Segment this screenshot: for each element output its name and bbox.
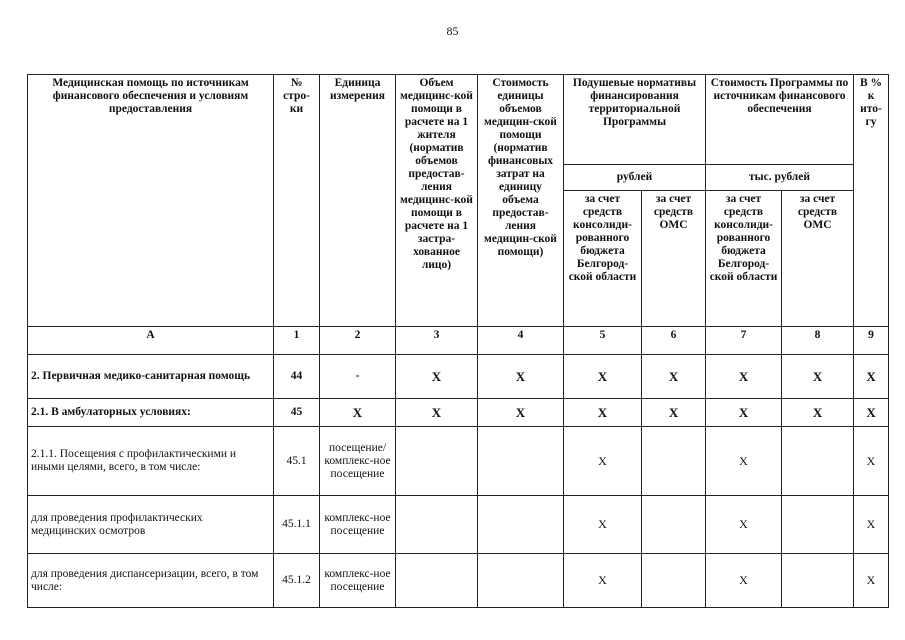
cell-volume: [396, 554, 478, 608]
cell-volume: [396, 496, 478, 554]
row-unit: комплекс-ное посещение: [320, 554, 396, 608]
cell-volume: Х: [396, 355, 478, 399]
header-budget-cost: за счет средств консолиди-рованного бюджета Белгород-ской области: [706, 191, 782, 327]
header-service: Медицинская помощь по источникам финансового обеспечения и условиям предоставления: [28, 75, 274, 327]
row-name: 2.1. В амбулаторных условиях:: [28, 399, 274, 427]
table-row: [28, 355, 889, 399]
cell-oms-cost: [782, 554, 854, 608]
cell-oms-cost: [782, 427, 854, 496]
header-oms-cost: за счет средств ОМС: [782, 191, 854, 327]
column-number: 6: [642, 327, 706, 355]
column-number: 5: [564, 327, 642, 355]
column-number: 7: [706, 327, 782, 355]
header-row-number: № стро-ки: [274, 75, 320, 327]
cell-oms-norm: Х: [642, 355, 706, 399]
table-row: [28, 496, 889, 554]
cell-percent: Х: [854, 355, 889, 399]
cell-percent: Х: [854, 496, 889, 554]
cell-unit-cost: Х: [478, 399, 564, 427]
page-number: 85: [446, 24, 459, 38]
header-percent: В % к ито-гу: [854, 75, 889, 327]
cell-oms-norm: Х: [642, 399, 706, 427]
header-unit: Единица измерения: [320, 75, 396, 327]
header-thousand-rubles: тыс. рублей: [706, 165, 854, 191]
row-unit: -: [320, 355, 396, 399]
cell-oms-norm: [642, 554, 706, 608]
row-number: 45.1: [274, 427, 320, 496]
column-number-row: [28, 327, 889, 355]
cell-budget-norm: Х: [564, 399, 642, 427]
cell-budget-cost: Х: [706, 554, 782, 608]
cell-unit-cost: Х: [478, 355, 564, 399]
cell-budget-cost: Х: [706, 355, 782, 399]
header-rubles: рублей: [564, 165, 706, 191]
cell-budget-norm: Х: [564, 427, 642, 496]
table-row: [28, 427, 889, 496]
cell-oms-norm: [642, 427, 706, 496]
row-unit: Х: [320, 399, 396, 427]
cell-percent: Х: [854, 399, 889, 427]
header-program-cost: Стоимость Программы по источникам финансового обеспечения: [706, 75, 854, 165]
header-per-capita-norms: Подушевые нормативы финансирования территориальной Программы: [564, 75, 706, 165]
cell-budget-norm: Х: [564, 355, 642, 399]
cell-oms-cost: Х: [782, 399, 854, 427]
column-number: 1: [274, 327, 320, 355]
column-number: 9: [854, 327, 889, 355]
cell-unit-cost: [478, 427, 564, 496]
row-unit: комплекс-ное посещение: [320, 496, 396, 554]
cell-budget-cost: Х: [706, 399, 782, 427]
cell-percent: Х: [854, 427, 889, 496]
cell-volume: Х: [396, 399, 478, 427]
row-unit: посещение/ комплекс-ное посещение: [320, 427, 396, 496]
row-number: 44: [274, 355, 320, 399]
row-number: 45.1.1: [274, 496, 320, 554]
cell-oms-cost: [782, 496, 854, 554]
row-name: 2. Первичная медико-санитарная помощь: [28, 355, 274, 399]
row-number: 45.1.2: [274, 554, 320, 608]
cell-budget-cost: Х: [706, 496, 782, 554]
cell-volume: [396, 427, 478, 496]
cell-unit-cost: [478, 496, 564, 554]
column-number: 8: [782, 327, 854, 355]
row-number: 45: [274, 399, 320, 427]
header-row-1: [28, 75, 889, 165]
header-unit-cost: Стоимость единицы объемов медицин-ской помощи (норматив финансовых затрат на единицу объема предостав-ления медицин-ской помощи): [478, 75, 564, 327]
row-name: для проведения профилактических медицинских осмотров: [28, 496, 274, 554]
cell-budget-norm: Х: [564, 496, 642, 554]
financing-table: [27, 74, 889, 608]
header-budget-norms: за счет средств консолиди-рованного бюджета Белгород-ской области: [564, 191, 642, 327]
column-number: А: [28, 327, 274, 355]
cell-unit-cost: [478, 554, 564, 608]
column-number: 4: [478, 327, 564, 355]
header-volume: Объем медицинс-кой помощи в расчете на 1 жителя (норматив объемов предостав-ления медицинс-кой помощи в расчете на 1 застра-хованное лицо): [396, 75, 478, 327]
table-row: [28, 399, 889, 427]
table-row: [28, 554, 889, 608]
cell-budget-cost: Х: [706, 427, 782, 496]
cell-oms-norm: [642, 496, 706, 554]
cell-percent: Х: [854, 554, 889, 608]
row-name: для проведения диспансеризации, всего, в том числе:: [28, 554, 274, 608]
column-number: 2: [320, 327, 396, 355]
cell-oms-cost: Х: [782, 355, 854, 399]
cell-budget-norm: Х: [564, 554, 642, 608]
header-oms-norms: за счет средств ОМС: [642, 191, 706, 327]
column-number: 3: [396, 327, 478, 355]
row-name: 2.1.1. Посещения с профилактическими и иными целями, всего, в том числе:: [28, 427, 274, 496]
